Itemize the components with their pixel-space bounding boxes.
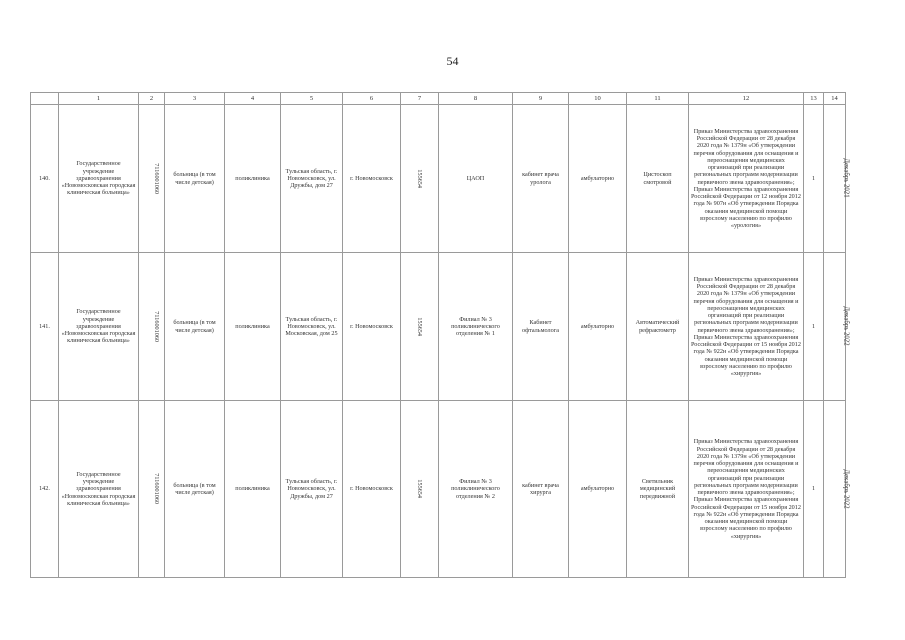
header-cell: 6	[343, 93, 401, 105]
care-cell: амбулаторно	[569, 401, 627, 578]
department-cell: Филиал № 3 поликлинического отделения № 1	[439, 253, 513, 401]
header-cell: 13	[804, 93, 824, 105]
unit-cell: поликлиника	[225, 105, 281, 253]
department-cell: ЦАОП	[439, 105, 513, 253]
table-row	[31, 401, 846, 578]
code-text: 7116001060	[153, 473, 161, 505]
header-cell: 5	[281, 93, 343, 105]
header-spacer	[31, 93, 59, 105]
address-cell: Тульская область, г. Новомосковск, ул. Московская, дом 25	[281, 253, 343, 401]
cabinet-cell: Кабинет офтальмолога	[513, 253, 569, 401]
city-cell: г. Новомосковск	[343, 105, 401, 253]
address-cell: Тульская область, г. Новомосковск, ул. Дружбы, дом 27	[281, 401, 343, 578]
basis-cell: Приказ Министерства здравоохранения Российской Федерации от 28 декабря 2020 года № 1379н «Об утверждении перечня оборудования для оснащения и переоснащения медицинских организаций при реализации региональных программ модернизации первичного звена здравоохранения»; Приказ Министерства здравоохранения Российской Федерации от 15 ноября 2012 года № 922н «Об утверждении Порядка оказания медицинской помощи взрослому населению по профилю «хирургия»	[689, 253, 804, 401]
department-cell: Филиал № 3 поликлинического отделения № 2	[439, 401, 513, 578]
code-text: 7116001060	[153, 311, 161, 342]
qty-cell: 1	[804, 105, 824, 253]
header-cell: 1	[59, 93, 139, 105]
index-cell	[401, 401, 439, 578]
date-cell	[824, 105, 850, 253]
care-cell: амбулаторно	[569, 105, 627, 253]
header-cell: 8	[439, 93, 513, 105]
equipment-cell: Автоматический рефрактометр	[627, 253, 689, 401]
date-text: Декабрь 2021	[842, 158, 850, 199]
header-cell: 4	[225, 93, 281, 105]
date-cell	[824, 253, 850, 401]
cabinet-cell: кабинет врача уролога	[513, 105, 569, 253]
index-text: 155654	[416, 317, 424, 336]
equipment-table	[30, 92, 850, 578]
basis-cell: Приказ Министерства здравоохранения Российской Федерации от 28 декабря 2020 года № 1379н «Об утверждении перечня оборудования для оснащения и переоснащения медицинских организаций при реализации региональных программ модернизации первичного звена здравоохранения»; Приказ Министерства здравоохранения Российской Федерации от 12 ноября 2012 года № 907н «Об утверждении Порядка оказания медицинской помощи взрослому населению по профилю «урология»	[689, 105, 804, 253]
date-text: Декабрь 2022	[842, 469, 850, 509]
header-row	[31, 93, 846, 105]
index-text: 155654	[416, 169, 424, 188]
code-cell	[139, 105, 165, 253]
city-cell: г. Новомосковск	[343, 253, 401, 401]
index-cell	[401, 105, 439, 253]
index-text: 155654	[416, 479, 424, 499]
row-number: 141.	[31, 253, 59, 401]
header-cell: 3	[165, 93, 225, 105]
row-number: 140.	[31, 105, 59, 253]
equipment-cell: Цистоскоп смотровой	[627, 105, 689, 253]
unit-cell: поликлиника	[225, 253, 281, 401]
basis-cell: Приказ Министерства здравоохранения Российской Федерации от 28 декабря 2020 года № 1379н «Об утверждении перечня оборудования для оснащения и переоснащения медицинских организаций при реализации региональных программ модернизации первичного звена здравоохранения»; Приказ Министерства здравоохранения Российской Федерации от 15 ноября 2012 года № 922н «Об утверждении Порядка оказания медицинской помощи взрослому населению по профилю «хирургия»	[689, 401, 804, 578]
institution-cell: Государственное учреждение здравоохранения «Новомосковская городская клиническая больница»	[59, 401, 139, 578]
index-cell	[401, 253, 439, 401]
header-cell: 9	[513, 93, 569, 105]
header-cell: 7	[401, 93, 439, 105]
qty-cell: 1	[804, 253, 824, 401]
row-number: 142.	[31, 401, 59, 578]
table-row	[31, 105, 846, 253]
address-cell: Тульская область, г. Новомосковск, ул. Дружбы, дом 27	[281, 105, 343, 253]
code-cell	[139, 401, 165, 578]
header-cell: 10	[569, 93, 627, 105]
date-cell	[824, 401, 850, 578]
unit-cell: поликлиника	[225, 401, 281, 578]
header-cell: 14	[824, 93, 846, 105]
table-row	[31, 253, 846, 401]
page-number: 54	[446, 54, 459, 68]
institution-cell: Государственное учреждение здравоохранения «Новомосковская городская клиническая больница»	[59, 253, 139, 401]
type-cell: больница (в том числе детская)	[165, 401, 225, 578]
header-cell: 11	[627, 93, 689, 105]
cabinet-cell: кабинет врача хирурга	[513, 401, 569, 578]
institution-cell: Государственное учреждение здравоохранения «Новомосковская городская клиническая больница»	[59, 105, 139, 253]
code-cell	[139, 253, 165, 401]
type-cell: больница (в том числе детская)	[165, 253, 225, 401]
qty-cell: 1	[804, 401, 824, 578]
header-cell: 12	[689, 93, 804, 105]
code-text: 7116001060	[153, 163, 161, 194]
equipment-cell: Светильник медицинский передвижной	[627, 401, 689, 578]
header-cell: 2	[139, 93, 165, 105]
care-cell: амбулаторно	[569, 253, 627, 401]
type-cell: больница (в том числе детская)	[165, 105, 225, 253]
date-text: Декабрь 2022	[842, 306, 850, 347]
city-cell: г. Новомосковск	[343, 401, 401, 578]
